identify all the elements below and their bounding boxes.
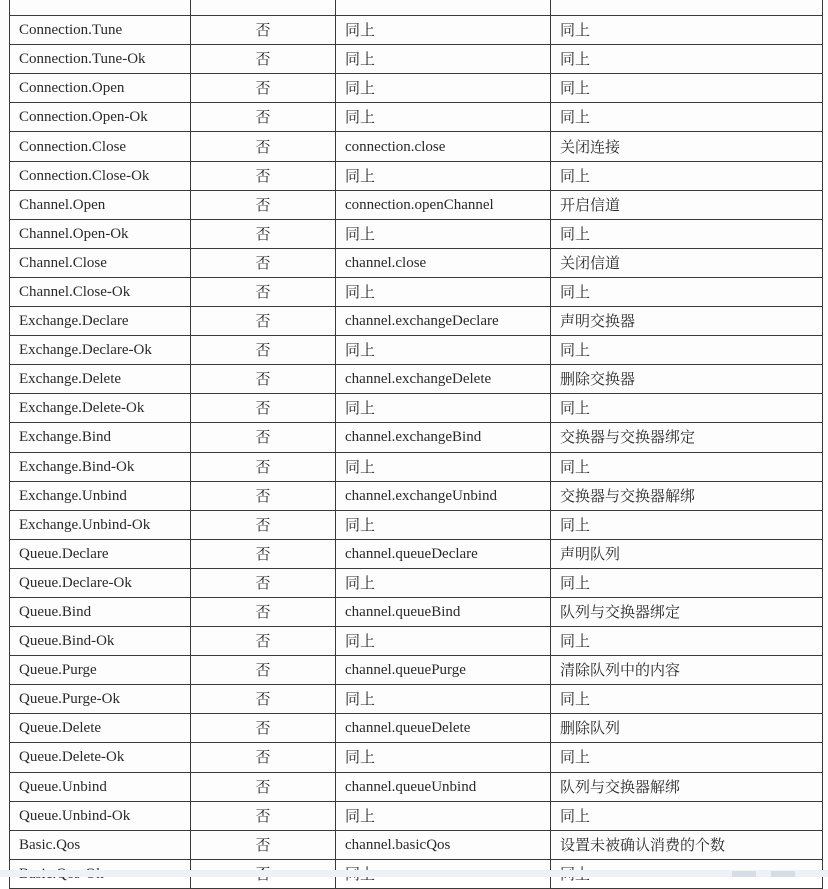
command-cell: Queue.Declare-Ok [10, 568, 191, 597]
description-cell: 队列与交换器解绑 [551, 772, 823, 801]
table-row [10, 685, 823, 714]
has-content-cell: 否 [191, 132, 336, 161]
client-method-cell: channel.exchangeDelete [336, 365, 551, 394]
table-row [10, 365, 823, 394]
has-content-cell: 否 [191, 423, 336, 452]
description-cell: 同上 [551, 627, 823, 656]
table-row [10, 307, 823, 336]
client-method-cell: 同上 [336, 510, 551, 539]
has-content-cell: 否 [191, 772, 336, 801]
has-content-cell: 否 [191, 16, 336, 45]
description-cell: 同上 [551, 685, 823, 714]
bottom-toolbar-strip [0, 870, 828, 877]
has-content-cell: 否 [191, 365, 336, 394]
description-cell: 清除队列中的内容 [551, 656, 823, 685]
has-content-cell: 否 [191, 714, 336, 743]
command-cell: Channel.Open [10, 190, 191, 219]
description-cell: 交换器与交换器绑定 [551, 423, 823, 452]
client-method-cell: 同上 [336, 161, 551, 190]
client-method-cell: 同上 [336, 103, 551, 132]
client-method-cell: channel.basicQos [336, 830, 551, 859]
command-cell: Basic.Qos [10, 830, 191, 859]
description-cell: 同上 [551, 277, 823, 306]
command-cell: Queue.Delete [10, 714, 191, 743]
table-row [10, 510, 823, 539]
table-row [10, 132, 823, 161]
has-content-cell: 否 [191, 656, 336, 685]
has-content-cell: 否 [191, 801, 336, 830]
table-row [10, 248, 823, 277]
has-content-cell: 否 [191, 277, 336, 306]
table-row [10, 568, 823, 597]
client-method-cell: channel.exchangeDeclare [336, 307, 551, 336]
client-method-cell: 同上 [336, 801, 551, 830]
command-cell: Queue.Unbind-Ok [10, 801, 191, 830]
description-cell: 删除队列 [551, 714, 823, 743]
table-row [10, 190, 823, 219]
client-method-cell: connection.close [336, 132, 551, 161]
command-cell: Connection.Tune [10, 16, 191, 45]
command-cell: Exchange.Declare-Ok [10, 336, 191, 365]
toolbar-button[interactable] [732, 871, 756, 877]
description-cell: 同上 [551, 336, 823, 365]
has-content-cell: 否 [191, 743, 336, 772]
has-content-cell: 否 [191, 74, 336, 103]
has-content-cell: 否 [191, 45, 336, 74]
description-cell: 关闭信道 [551, 248, 823, 277]
client-method-cell: channel.queueDelete [336, 714, 551, 743]
command-cell: Channel.Close-Ok [10, 277, 191, 306]
description-cell: 同上 [551, 219, 823, 248]
client-method-cell: 同上 [336, 277, 551, 306]
command-cell: Queue.Unbind [10, 772, 191, 801]
command-cell: Exchange.Bind-Ok [10, 452, 191, 481]
command-cell: Exchange.Unbind [10, 481, 191, 510]
client-method-cell: 同上 [336, 336, 551, 365]
description-cell: 同上 [551, 74, 823, 103]
table-row [10, 830, 823, 859]
table-row [10, 481, 823, 510]
table-row [10, 627, 823, 656]
command-cell: Connection.Close-Ok [10, 161, 191, 190]
client-method-cell: 同上 [336, 394, 551, 423]
command-cell: Queue.Bind-Ok [10, 627, 191, 656]
table-row [10, 801, 823, 830]
has-content-cell: 否 [191, 336, 336, 365]
command-cell: Exchange.Unbind-Ok [10, 510, 191, 539]
has-content-cell: 否 [191, 539, 336, 568]
description-cell: 同上 [551, 743, 823, 772]
description-cell: 删除交换器 [551, 365, 823, 394]
table-row [10, 452, 823, 481]
command-cell: Exchange.Delete-Ok [10, 394, 191, 423]
client-method-cell: channel.queueBind [336, 597, 551, 626]
command-cell: Connection.Close [10, 132, 191, 161]
has-content-cell: 否 [191, 627, 336, 656]
table-row [10, 772, 823, 801]
description-cell: 同上 [551, 103, 823, 132]
table-row [10, 277, 823, 306]
table-row [10, 336, 823, 365]
table-body [10, 0, 823, 888]
description-cell: 同上 [551, 568, 823, 597]
has-content-cell: 否 [191, 190, 336, 219]
toolbar-button[interactable] [771, 871, 795, 877]
has-content-cell: 否 [191, 481, 336, 510]
table-row [10, 74, 823, 103]
command-cell: Exchange.Declare [10, 307, 191, 336]
table-row [10, 16, 823, 45]
description-cell: 同上 [551, 161, 823, 190]
has-content-cell: 否 [191, 219, 336, 248]
command-cell: Channel.Close [10, 248, 191, 277]
description-cell: 开启信道 [551, 190, 823, 219]
description-cell: 关闭连接 [551, 132, 823, 161]
client-method-cell: 同上 [336, 452, 551, 481]
table-row [10, 423, 823, 452]
description-cell: 同上 [551, 394, 823, 423]
table-row [10, 161, 823, 190]
client-method-cell: channel.close [336, 248, 551, 277]
table-row [10, 714, 823, 743]
command-cell: Queue.Declare [10, 539, 191, 568]
description-cell: 同上 [551, 801, 823, 830]
client-method-cell: 同上 [336, 743, 551, 772]
description-cell: 同上 [551, 16, 823, 45]
command-cell: Exchange.Delete [10, 365, 191, 394]
has-content-cell: 否 [191, 597, 336, 626]
client-method-cell: connection.openChannel [336, 190, 551, 219]
client-method-cell: 同上 [336, 45, 551, 74]
table-row [10, 219, 823, 248]
has-content-cell: 否 [191, 685, 336, 714]
has-content-cell: 否 [191, 161, 336, 190]
table-row [10, 45, 823, 74]
client-method-cell: channel.exchangeUnbind [336, 481, 551, 510]
command-cell: Connection.Open-Ok [10, 103, 191, 132]
description-cell: 声明交换器 [551, 307, 823, 336]
command-cell: Queue.Purge-Ok [10, 685, 191, 714]
table-row [10, 103, 823, 132]
client-method-cell: 同上 [336, 16, 551, 45]
client-method-cell: 同上 [336, 74, 551, 103]
has-content-cell: 否 [191, 307, 336, 336]
client-method-cell: channel.queueUnbind [336, 772, 551, 801]
description-cell: 声明队列 [551, 539, 823, 568]
table-row [10, 743, 823, 772]
description-cell: 交换器与交换器解绑 [551, 481, 823, 510]
client-method-cell: channel.queueDeclare [336, 539, 551, 568]
client-method-cell: channel.queuePurge [336, 656, 551, 685]
table-row [10, 656, 823, 685]
has-content-cell: 否 [191, 452, 336, 481]
client-method-cell: 同上 [336, 627, 551, 656]
has-content-cell: 否 [191, 248, 336, 277]
description-cell: 同上 [551, 452, 823, 481]
has-content-cell: 否 [191, 510, 336, 539]
client-method-cell: 同上 [336, 219, 551, 248]
has-content-cell: 否 [191, 394, 336, 423]
client-method-cell: 同上 [336, 685, 551, 714]
command-cell: Connection.Tune-Ok [10, 45, 191, 74]
command-cell: Exchange.Bind [10, 423, 191, 452]
command-cell: Queue.Delete-Ok [10, 743, 191, 772]
command-cell: Queue.Bind [10, 597, 191, 626]
amqp-command-table [9, 0, 823, 889]
command-cell: Connection.Open [10, 74, 191, 103]
command-cell: Channel.Open-Ok [10, 219, 191, 248]
description-cell: 设置未被确认消费的个数 [551, 830, 823, 859]
table-row [10, 394, 823, 423]
has-content-cell: 否 [191, 103, 336, 132]
description-cell: 队列与交换器绑定 [551, 597, 823, 626]
client-method-cell: channel.exchangeBind [336, 423, 551, 452]
has-content-cell: 否 [191, 568, 336, 597]
table-row [10, 539, 823, 568]
table-row [10, 597, 823, 626]
description-cell: 同上 [551, 45, 823, 74]
client-method-cell: 同上 [336, 568, 551, 597]
description-cell: 同上 [551, 510, 823, 539]
has-content-cell: 否 [191, 830, 336, 859]
command-cell: Queue.Purge [10, 656, 191, 685]
